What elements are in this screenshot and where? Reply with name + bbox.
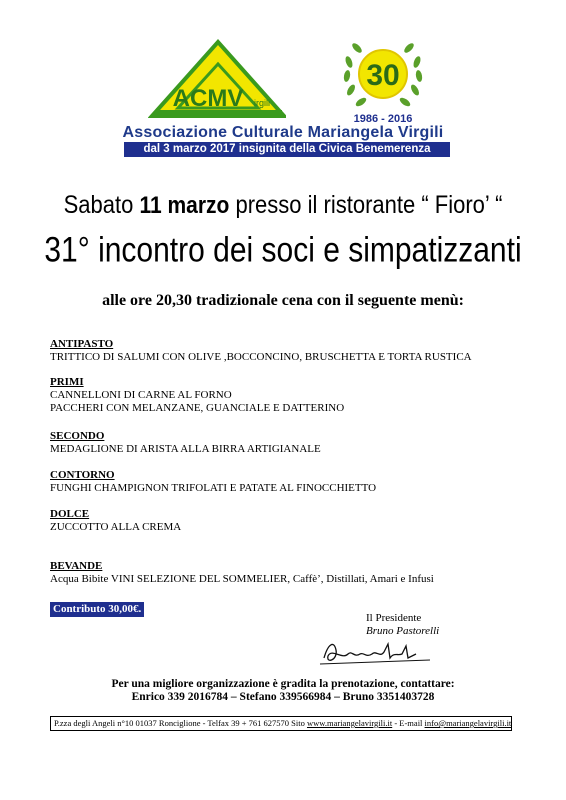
president-title: Il Presidente (366, 612, 422, 624)
president-name: Bruno Pastorelli (366, 625, 440, 637)
menu-section-secondo (50, 430, 321, 456)
menu-heading: BEVANDE (50, 560, 103, 572)
menu-heading: SECONDO (50, 430, 105, 442)
date-suffix: presso il ristorante “ Fioro’ “ (235, 190, 503, 219)
menu-heading: ANTIPASTO (50, 338, 114, 350)
logo-small-text: irgili (253, 98, 271, 108)
menu-heading: PRIMI (50, 376, 84, 388)
anniversary-badge (337, 28, 429, 128)
website-link[interactable]: www.mariangelavirgili.it (306, 718, 393, 728)
menu-heading: CONTORNO (50, 469, 115, 481)
association-logo (148, 38, 286, 120)
handwritten-signature (318, 634, 436, 670)
event-title: 31° incontro dei soci e simpatizzanti (44, 230, 522, 270)
menu-intro: alle ore 20,30 tradizionale cena con il seguente menù: (102, 292, 464, 309)
menu-item: TRITTICO DI SALUMI CON OLIVE ,BOCCONCINO, BRUSCHETTA E TORTA RUSTICA (50, 351, 472, 363)
booking-contacts: Enrico 339 2016784 – Stefano 339566984 – Bruno 3351403728 (131, 691, 435, 703)
menu-section-contorno (50, 469, 376, 495)
organization-name: Associazione Culturale Mariangela Virgili (122, 124, 444, 141)
footer-contact-bar (50, 716, 512, 731)
booking-info (0, 678, 566, 704)
menu-item: MEDAGLIONE DI ARISTA ALLA BIRRA ARTIGIANALE (50, 443, 321, 455)
menu-section-bevande (50, 560, 434, 586)
menu-item: Acqua Bibite VINI SELEZIONE DEL SOMMELIER, Caffè’, Distillati, Amari e Infusi (50, 573, 434, 585)
menu-section-antipasto (50, 338, 472, 364)
menu-heading: DOLCE (50, 508, 90, 520)
menu-item: FUNGHI CHAMPIGNON TRIFOLATI E PATATE AL FINOCCHIETTO (50, 482, 377, 494)
anniversary-number: 30 (366, 59, 400, 92)
anniversary-years: 1986 - 2016 (353, 113, 413, 125)
date-prefix: Sabato (63, 190, 134, 219)
email-link[interactable]: info@mariangelavirgili.it (424, 718, 512, 728)
menu-item: CANNELLONI DI CARNE AL FORNO (50, 389, 232, 401)
booking-line: Per una migliore organizzazione è gradita la prenotazione, contattare: (111, 678, 455, 690)
footer-address: P.zza degli Angeli n°10 01037 Ronciglione - Telfax 39 + 761 627570 Sito (54, 718, 307, 728)
footer-email-label: - E-mail (392, 718, 425, 728)
menu-item: PACCHERI CON MELANZANE, GUANCIALE E DATTERINO (50, 402, 345, 414)
menu-section-primi (50, 376, 344, 415)
date-emphasis: 11 marzo (139, 192, 230, 219)
organization-subtitle: dal 3 marzo 2017 insignita della Civica Benemerenza (124, 142, 450, 157)
event-date-line (0, 190, 566, 220)
contribution-badge: Contributo 30,00€. (50, 602, 144, 617)
logo-letters: ACMV (172, 85, 244, 112)
menu-section-dolce (50, 508, 181, 534)
menu-item: ZUCCOTTO ALLA CREMA (50, 521, 182, 533)
